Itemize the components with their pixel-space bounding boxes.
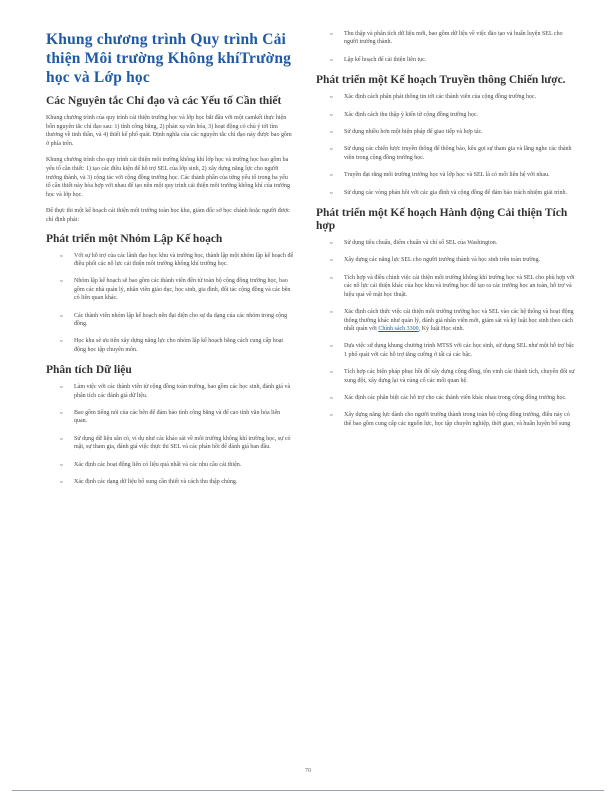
section-heading-communication-plan: Phát triển một Kế hoạch Truyền thông Chiến lược.: [316, 74, 566, 87]
list-item: ▫ Lập kế hoạch để cải thiện liên tục.: [330, 55, 427, 64]
list-item: ▫ Xác định cách phân phát thông tin tới các thành viên của cộng đồng trường học.: [330, 93, 537, 102]
list-item: ▫ Sử dụng nhiều hơn một biện pháp để giao tiếp và hợp tác.: [330, 128, 483, 137]
footer-divider: [12, 790, 604, 791]
list-item: ▫ Sử dụng các vòng phản hồi với các gia đình và cộng đồng để đảm bảo trách nhiệm giải trình.: [330, 188, 568, 197]
section-heading-guiding-principles: Các Nguyên tắc Chỉ đạo và các Yếu tố Cần thiết: [46, 95, 282, 107]
action-plan-list: [316, 239, 578, 428]
list-item: ▫ Nhóm lập kế hoạch sẽ bao gồm các thành viên đến từ toàn bộ cộng đồng trường học, bao gồm các nhà quản lý, nhân viên giáo dục, học sinh, gia đình, đối tác cộng đồng và các bên có liên quan khác.: [60, 277, 291, 302]
paragraph-superintendent: Để thực thi một kế hoạch cải thiện môi trường toàn học khu, giám đốc sở học chánh hoặc người được chỉ định phải:: [46, 208, 290, 223]
list-item: ▫ Xây dựng năng lực dành cho người trưởng thành trong toàn bộ cộng đồng trường, điều này có thể bao gồm cung cấp các nguồn lực, học tập chuyên nghiệp, thời gian, và huấn luyện bổ sung: [330, 411, 571, 427]
list-item: ▫ Học khu sẽ ưu tiên xây dựng năng lực cho nhóm lập kế hoạch bằng cách cung cấp hoạt động học tập chuyên môn.: [60, 337, 284, 353]
data-analysis-list-continued: [316, 30, 578, 64]
list-item: ▫ Xây dựng các năng lực SEL cho người trưởng thành và học sinh trên toàn trường.: [330, 256, 541, 265]
list-item: ▫ Với sự hỗ trợ của các lãnh đạo học khu và trường học, thành lập một nhóm lập kế hoạch để điều phối các nỗ lực cải thiện môi trường không khí trường học.: [60, 251, 294, 267]
list-item: ▫ Sử dụng dữ liệu sẵn có, ví dụ như các khảo sát về môi trường không khí trường học, sự có mặt, sự tham gia, đánh giá việc thực thi SEL và các phản hồi để đánh giá ban đầu.: [60, 434, 291, 451]
section-heading-planning-team: Phát triển một Nhóm Lập Kế hoạch: [46, 232, 223, 245]
communication-plan-list: [316, 93, 578, 197]
list-item: ▫ Xác định các dạng dữ liệu bổ sung cần thiết và cách thu thập chúng.: [60, 478, 238, 487]
list-item: ▫ Xác định cách thu thập ý kiến từ cộng đồng trường học.: [330, 110, 478, 119]
page-number: 70: [305, 768, 311, 774]
list-item: ▫ Xác định các phân biệt các hỗ trợ cho các thành viên khác nhau trong cộng đồng trường học.: [330, 393, 567, 402]
policy-3300-link[interactable]: Chính sách 3300: [378, 325, 419, 332]
list-item: ▫ Truyền đạt rằng môi trường trường học và lớp học và SEL là có mối liên hệ với nhau.: [330, 171, 550, 180]
list-item: ▫ Sử dụng tiêu chuẩn, điểm chuẩn và chỉ số SEL của Washington.: [330, 239, 498, 248]
list-item: ▫ Xác định cách thức việc cải thiện môi trường trường học và SEL vào các hệ thống và hoạt động thông thường khác như quản lý, đánh giá nhân viên mới, giám sát và kỷ luật học sinh theo cách nhất quán với Chính sách 3300, Kỷ luật Học sinh.: [330, 308, 574, 332]
list-item: ▫ Thu thập và phân tích dữ liệu mới, bao gồm dữ liệu về việc đào tạo và huấn luyện SEL cho người trưởng thành.: [330, 30, 563, 46]
list-item: ▫ Các thành viên nhóm lập kế hoạch nên đại diện cho sự đa dạng của các nhóm trong cộng đồng.: [60, 311, 288, 327]
section-heading-data-analysis: Phân tích Dữ liệu: [46, 364, 132, 377]
left-column: [46, 30, 294, 496]
data-analysis-list: [46, 383, 294, 486]
list-item: ▫ Sử dụng các chiến lược truyền thông để thông báo, kêu gọi sự tham gia và lắng nghe các thành viên trong cộng đồng trường học.: [330, 145, 572, 161]
list-item: ▫ Tích hợp các biện pháp phục hồi để xây dựng cộng đồng, tôn vinh các thành tích, chuyển đổi sự xung đột, xây dựng lại và củng cố các mối quan hệ.: [330, 368, 575, 384]
list-item: ▫ Xác định các hoạt động liên có liệu quả nhất và các nhu cầu cải thiện.: [60, 460, 242, 469]
list-item: ▫ Làm việc với các thành viên từ cộng đồng toàn trường, bao gồm các học sinh, đánh giá và phân tích các đánh giá dữ liệu.: [60, 383, 291, 399]
list-item: ▫ Bao gồm tiếng nói của các bên để đảm bảo tính công bằng và để cao tính văn hóa liên quan.: [60, 409, 281, 425]
planning-team-list: [46, 252, 294, 355]
paragraph-guiding-principles: Khung chương trình của quy trình cải thiện trường học và lớp học bắt đầu với một camkết thực hiện bốn nguyên tắc chỉ đạo sau: 1) tính công bằng, 2) phản xạ văn hóa, 3) hoạt động có chủ ý tới tìm thương về tinh thần, và 4) thiết kế phổ quát. Định nghĩa của các nguyên tắc chỉ đạo này được bao gồm ở phía trên.: [46, 115, 292, 147]
list-item: ▫ Tích hợp và điều chỉnh việc cải thiện môi trường không khí trường học và SEL cho phù hợp với các nỗ lực cải thiện khác của học khu và trường học để tạo ra các trường học an toàn, hỗ trợ và hiệu quả về mặt học thuật.: [330, 273, 575, 298]
paragraph-essential-elements: Khung chương trình cho quy trình cải thiện môi trường không khí lớp học và trường học bao gồm ba yếu tố cần thiết: 1) tạo các điều kiện để hỗ trợ SEL của lớp sinh, 2) xây dựng năng lực cho người trưởng thành, và 3) cộng tác với cộng đồng trường học. Các thành phần của từng yếu tố trong ba yếu tố cần thiết này hòa hợp với nhau để tạo nên một quy trình cải thiện môi trường không khí của trường học và lớp học.: [46, 157, 290, 198]
right-column: [316, 30, 578, 438]
section-heading-action-plan: Phát triển một Kế hoạch Hành động Cải thiện Tích hợp: [316, 207, 568, 233]
list-item: ▫ Dựa việc sử dụng khung chương trình MTSS với các học sinh, sử dụng SEL như một hỗ trợ bậc 1 phổ quát với các hỗ trợ tăng cường ở tất cả các bậc.: [330, 342, 575, 358]
page-title: Khung chương trình Quy trình Cải thiện Môi trường Không khíTrường học và Lớp học: [46, 31, 292, 86]
